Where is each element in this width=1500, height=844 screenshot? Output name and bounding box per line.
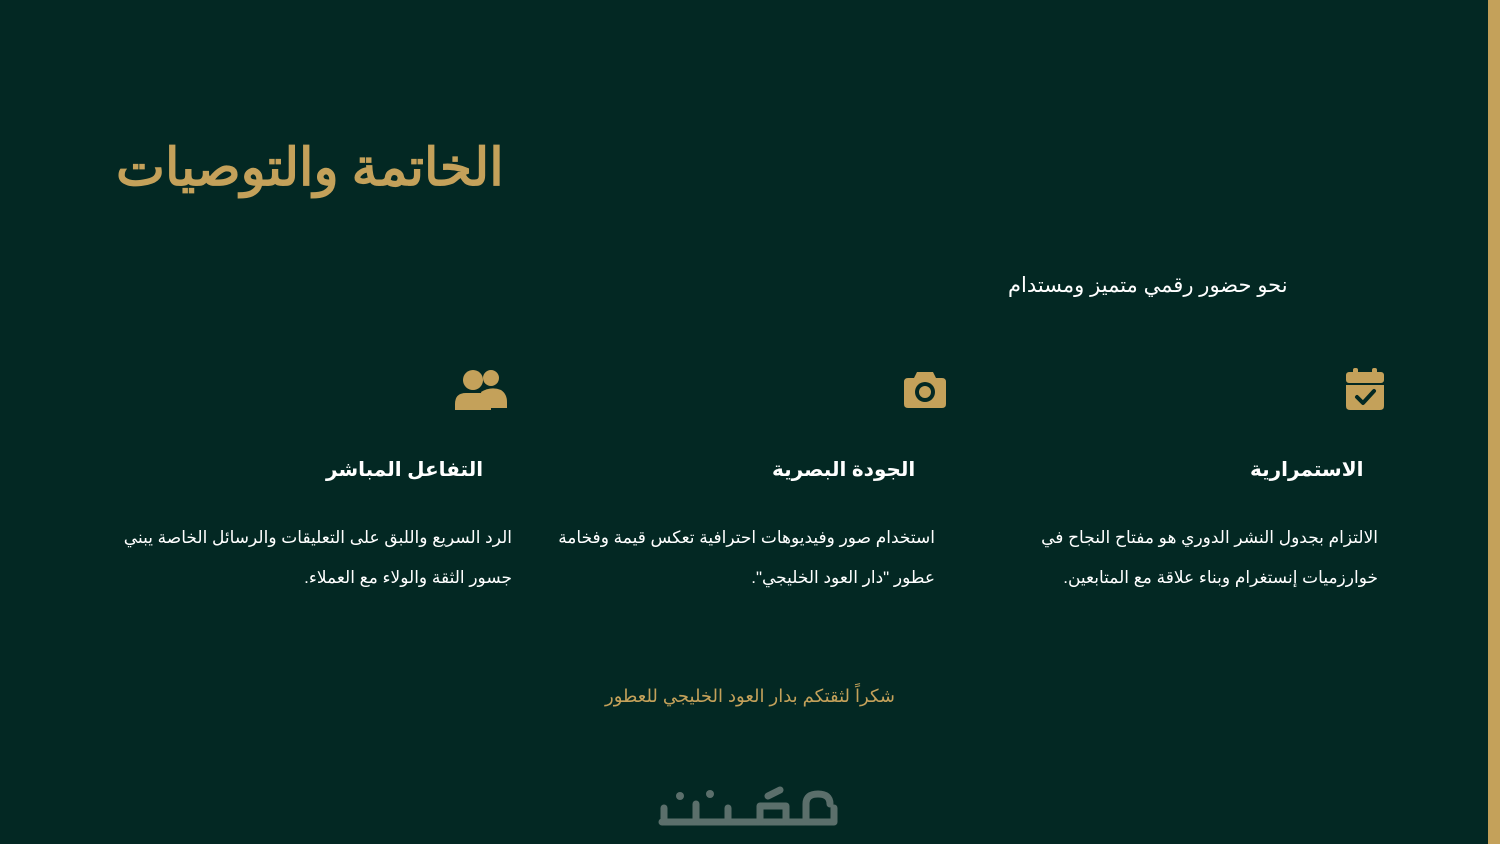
slide-subtitle: نحو حضور رقمي متميز ومستدام	[1008, 274, 1288, 297]
card-title-visual-quality: الجودة البصرية	[772, 459, 916, 481]
card-text-direct-engagement: الرد السريع واللبق على التعليقات والرسائل الخاصة يبني جسور الثقة والولاء مع العملاء.	[123, 528, 512, 587]
camera-icon	[904, 370, 946, 408]
right-accent-bar	[1488, 0, 1500, 844]
card-text-visual-quality: استخدام صور وفيديوهات احترافية تعكس قيمة وفخامة عطور "دار العود الخليجي".	[558, 528, 935, 587]
card-title-direct-engagement: التفاعل المباشر	[326, 459, 484, 481]
users-icon	[455, 368, 507, 410]
khamsat-watermark-logo	[656, 786, 844, 835]
card-text-continuity: الالتزام بجدول النشر الدوري هو مفتاح النجاح في خوارزميات إنستغرام وبناء علاقة مع المتابعين.	[1041, 528, 1378, 587]
calendar-check-icon	[1346, 368, 1384, 410]
khamsat-logo-icon	[656, 786, 844, 830]
thank-you-note: شكراً لثقتكم بدار العود الخليجي للعطور	[605, 686, 895, 706]
slide-title: الخاتمة والتوصيات	[116, 140, 504, 197]
card-title-continuity: الاستمرارية	[1250, 459, 1364, 481]
